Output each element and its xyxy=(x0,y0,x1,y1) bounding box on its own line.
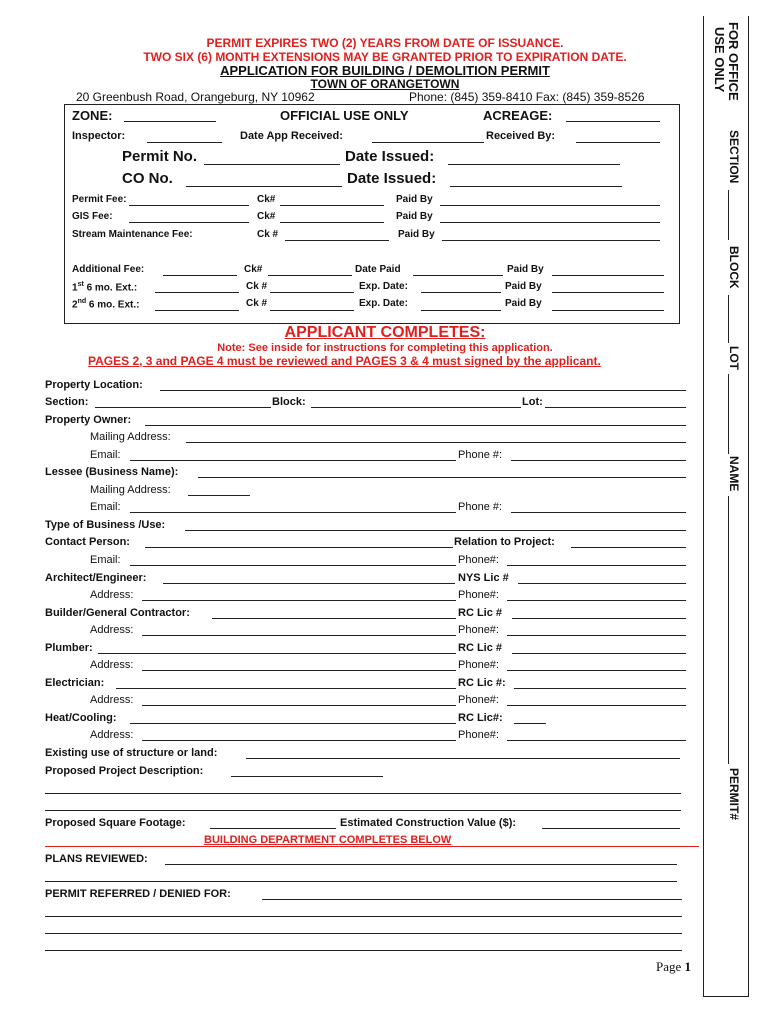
lessee-email-line[interactable] xyxy=(130,512,456,513)
heat-lic-label: RC Lic#: xyxy=(458,712,503,724)
additional-fee-line[interactable] xyxy=(163,275,237,276)
ext2-ck-label: Ck # xyxy=(246,298,268,309)
stream-fee-paid-label: Paid By xyxy=(398,229,435,240)
gis-fee-line[interactable] xyxy=(129,222,249,223)
permit-no-line[interactable] xyxy=(204,164,340,165)
builder-lic-label: RC Lic # xyxy=(458,607,503,619)
owner-email-line[interactable] xyxy=(130,460,456,461)
relation-label: Relation to Project: xyxy=(454,536,555,548)
form-title: APPLICATION FOR BUILDING / DEMOLITION PERMIT xyxy=(220,63,550,78)
construction-value-line[interactable] xyxy=(542,828,680,829)
page-label: Page xyxy=(656,959,682,974)
plumber-address-label: Address: xyxy=(90,659,134,671)
referred-denied-label: PERMIT REFERRED / DENIED FOR: xyxy=(45,888,231,900)
builder-lic-line[interactable] xyxy=(512,618,686,619)
architect-address-label: Address: xyxy=(90,589,134,601)
owner-mailing-line[interactable] xyxy=(186,442,686,443)
gis-fee-paid-line[interactable] xyxy=(440,222,660,223)
property-location-label: Property Location: xyxy=(45,379,143,391)
plumber-lic-label: RC Lic # xyxy=(458,642,503,654)
inspector-label: Inspector: xyxy=(72,130,126,142)
architect-address-line[interactable] xyxy=(142,600,456,601)
pages-note: PAGES 2, 3 and PAGE 4 must be reviewed and PAGES 3 & 4 must signed by the applicant. xyxy=(88,354,601,368)
heat-phone-label: Phone#: xyxy=(458,729,499,741)
permit-fee-ck-label: Ck# xyxy=(257,194,276,205)
ext2-suffix: nd xyxy=(77,298,87,305)
building-dept-divider xyxy=(45,846,699,847)
co-date-issued-label: Date Issued: xyxy=(347,170,437,187)
contact-phone-line[interactable] xyxy=(507,565,686,566)
nys-lic-label: NYS Lic # xyxy=(458,572,509,584)
lessee-mailing-label: Mailing Address: xyxy=(90,484,171,496)
electrician-phone-line[interactable] xyxy=(507,705,686,706)
contact-person-label: Contact Person: xyxy=(45,536,130,548)
permit-fee-line[interactable] xyxy=(129,205,249,206)
nys-lic-line[interactable] xyxy=(518,583,686,584)
additional-fee-label: Additional Fee: xyxy=(72,264,145,275)
architect-line[interactable] xyxy=(163,583,455,584)
ext2-exp-label: Exp. Date: xyxy=(359,298,408,309)
property-owner-line[interactable] xyxy=(145,425,686,426)
plumber-phone-label: Phone#: xyxy=(458,659,499,671)
contact-email-label: Email: xyxy=(90,554,121,566)
ext1-text: 6 mo. Ext.: xyxy=(86,282,138,294)
extension-notice: TWO SIX (6) MONTH EXTENSIONS MAY BE GRANTED PRIOR TO EXPIRATION DATE. xyxy=(143,50,627,64)
block-line[interactable] xyxy=(311,407,521,408)
property-owner-label: Property Owner: xyxy=(45,414,132,426)
referred-denied-line-3[interactable] xyxy=(45,933,682,934)
additional-paid-label: Paid By xyxy=(507,264,544,275)
sidebar-office-line2: USE ONLY xyxy=(712,27,727,93)
ext2-line[interactable] xyxy=(155,310,239,311)
plumber-line[interactable] xyxy=(98,653,456,654)
sidebar-block-line[interactable] xyxy=(728,295,729,343)
builder-label: Builder/General Contractor: xyxy=(45,607,190,619)
lessee-line[interactable] xyxy=(198,477,686,478)
lot-label: Lot: xyxy=(522,396,543,408)
gis-fee-ck-label: Ck# xyxy=(257,211,276,222)
property-location-line[interactable] xyxy=(160,390,686,391)
town-name: TOWN OF ORANGETOWN xyxy=(310,77,460,91)
electrician-line[interactable] xyxy=(116,688,456,689)
permit-fee-label: Permit Fee: xyxy=(72,194,127,205)
sidebar-block-label: BLOCK xyxy=(727,246,741,289)
sidebar-name-line[interactable] xyxy=(728,496,729,764)
plumber-phone-line[interactable] xyxy=(507,670,686,671)
permit-fee-ck-line[interactable] xyxy=(280,205,384,206)
stream-fee-ck-label: Ck # xyxy=(257,229,279,240)
plumber-lic-line[interactable] xyxy=(512,653,686,654)
permit-fee-paid-label: Paid By xyxy=(396,194,433,205)
official-use-heading: OFFICIAL USE ONLY xyxy=(280,108,409,123)
co-no-label: CO No. xyxy=(122,170,173,187)
section-line[interactable] xyxy=(95,407,271,408)
office-sidebar xyxy=(703,16,749,997)
plans-reviewed-line[interactable] xyxy=(165,864,677,865)
heat-lic-line[interactable] xyxy=(514,723,546,724)
project-description-line[interactable] xyxy=(231,776,383,777)
contact-email-line[interactable] xyxy=(130,565,456,566)
owner-mailing-label: Mailing Address: xyxy=(90,431,171,443)
gis-fee-paid-label: Paid By xyxy=(396,211,433,222)
date-issued-label: Date Issued: xyxy=(345,148,435,165)
received-by-line[interactable] xyxy=(576,142,660,143)
date-app-label: Date App Received: xyxy=(240,130,343,142)
type-business-line[interactable] xyxy=(185,530,686,531)
lessee-phone-label: Phone #: xyxy=(458,501,503,513)
sidebar-lot-line[interactable] xyxy=(728,374,729,454)
office-address: 20 Greenbush Road, Orangeburg, NY 10962 xyxy=(76,90,315,104)
expiration-notice: PERMIT EXPIRES TWO (2) YEARS FROM DATE OF ISSUANCE. xyxy=(206,36,564,50)
lessee-phone-line[interactable] xyxy=(511,512,686,513)
construction-value-label: Estimated Construction Value ($): xyxy=(340,817,517,829)
project-description-label: Proposed Project Description: xyxy=(45,765,204,777)
gis-fee-label: GIS Fee: xyxy=(72,211,113,222)
ext1-number: 1 xyxy=(72,282,78,294)
builder-address-line[interactable] xyxy=(142,635,456,636)
inspector-line[interactable] xyxy=(147,142,222,143)
contact-person-line[interactable] xyxy=(145,547,453,548)
block-label: Block: xyxy=(272,396,306,408)
acreage-label: ACREAGE: xyxy=(483,108,553,123)
builder-phone-label: Phone#: xyxy=(458,624,499,636)
ext2-paid-line[interactable] xyxy=(552,310,664,311)
ext2-text: 6 mo. Ext.: xyxy=(88,299,140,311)
page-number-value: 1 xyxy=(684,959,692,974)
permit-no-label: Permit No. xyxy=(122,148,198,165)
ext2-exp-line[interactable] xyxy=(421,310,501,311)
ext1-exp-line[interactable] xyxy=(421,292,501,293)
electrician-address-line[interactable] xyxy=(142,705,456,706)
existing-use-label: Existing use of structure or land: xyxy=(45,747,218,759)
stream-fee-ck-line[interactable] xyxy=(285,240,389,241)
sidebar-office-line1: FOR OFFICE xyxy=(726,22,741,101)
plumber-address-line[interactable] xyxy=(142,670,456,671)
applicant-heading: APPLICANT COMPLETES: xyxy=(284,324,486,341)
date-app-line[interactable] xyxy=(372,142,484,143)
stream-fee-paid-line[interactable] xyxy=(442,240,660,241)
architect-phone-line[interactable] xyxy=(507,600,686,601)
sidebar-section-label: SECTION xyxy=(727,130,741,184)
ext1-line[interactable] xyxy=(155,292,239,293)
additional-date-paid-label: Date Paid xyxy=(355,264,401,275)
electrician-lic-line[interactable] xyxy=(514,688,686,689)
ext1-exp-label: Exp. Date: xyxy=(359,281,408,292)
project-description-line-2[interactable] xyxy=(45,793,681,794)
additional-ck-line[interactable] xyxy=(268,275,352,276)
zone-line[interactable] xyxy=(124,121,216,122)
electrician-phone-label: Phone#: xyxy=(458,694,499,706)
electrician-label: Electrician: xyxy=(45,677,105,689)
additional-ck-label: Ck# xyxy=(244,264,263,275)
heat-address-line[interactable] xyxy=(142,740,456,741)
sidebar-lot-label: LOT xyxy=(727,346,741,370)
referred-denied-line[interactable] xyxy=(262,899,682,900)
existing-use-line[interactable] xyxy=(246,758,680,759)
heat-phone-line[interactable] xyxy=(507,740,686,741)
builder-phone-line[interactable] xyxy=(507,635,686,636)
owner-email-label: Email: xyxy=(90,449,121,461)
plumber-label: Plumber: xyxy=(45,642,93,654)
additional-paid-line[interactable] xyxy=(552,275,664,276)
square-footage-label: Proposed Square Footage: xyxy=(45,817,186,829)
heat-cooling-label: Heat/Cooling: xyxy=(45,712,117,724)
acreage-line[interactable] xyxy=(566,121,660,122)
lessee-mailing-line[interactable] xyxy=(188,495,250,496)
lessee-email-label: Email: xyxy=(90,501,121,513)
contact-phone-label: Phone#: xyxy=(458,554,499,566)
builder-line[interactable] xyxy=(212,618,456,619)
page-number xyxy=(656,959,691,975)
owner-phone-label: Phone #: xyxy=(458,449,503,461)
ext2-ck-line[interactable] xyxy=(270,310,354,311)
ext1-suffix: st xyxy=(77,281,84,288)
architect-label: Architect/Engineer: xyxy=(45,572,147,584)
architect-phone-label: Phone#: xyxy=(458,589,499,601)
additional-date-paid-line[interactable] xyxy=(413,275,503,276)
building-dept-heading: BUILDING DEPARTMENT COMPLETES BELOW xyxy=(204,834,452,846)
project-description-line-3[interactable] xyxy=(45,810,681,811)
office-phone: Phone: (845) 359-8410 Fax: (845) 359-8526 xyxy=(409,90,645,104)
ext1-paid-label: Paid By xyxy=(505,281,542,292)
instructions-note: Note: See inside for instructions for completing this application. xyxy=(217,342,553,354)
ext1-ck-line[interactable] xyxy=(270,292,354,293)
heat-cooling-line[interactable] xyxy=(130,723,456,724)
date-issued-line[interactable] xyxy=(448,164,620,165)
received-by-label: Received By: xyxy=(486,130,556,142)
square-footage-line[interactable] xyxy=(210,828,336,829)
plans-reviewed-label: PLANS REVIEWED: xyxy=(45,853,148,865)
referred-denied-line-4[interactable] xyxy=(45,950,682,951)
electrician-address-label: Address: xyxy=(90,694,134,706)
electrician-lic-label: RC Lic #: xyxy=(458,677,506,689)
relation-line[interactable] xyxy=(571,547,686,548)
ext1-paid-line[interactable] xyxy=(552,292,664,293)
sidebar-section-line[interactable] xyxy=(728,190,729,240)
zone-label: ZONE: xyxy=(72,108,113,123)
co-date-issued-line[interactable] xyxy=(450,186,622,187)
ext1-ck-label: Ck # xyxy=(246,281,268,292)
ext2-label xyxy=(72,298,139,310)
lessee-label: Lessee (Business Name): xyxy=(45,466,179,478)
gis-fee-ck-line[interactable] xyxy=(280,222,384,223)
permit-fee-paid-line[interactable] xyxy=(440,205,660,206)
type-business-label: Type of Business /Use: xyxy=(45,519,166,531)
ext2-paid-label: Paid By xyxy=(505,298,542,309)
plans-reviewed-line-2[interactable] xyxy=(45,881,677,882)
ext1-label xyxy=(72,281,137,293)
stream-fee-label: Stream Maintenance Fee: xyxy=(72,229,193,240)
sidebar-permit-label: PERMIT# xyxy=(727,768,741,821)
co-no-line[interactable] xyxy=(186,186,342,187)
ext2-number: 2 xyxy=(72,299,78,311)
referred-denied-line-2[interactable] xyxy=(45,916,682,917)
heat-address-label: Address: xyxy=(90,729,134,741)
owner-phone-line[interactable] xyxy=(511,460,686,461)
lot-line[interactable] xyxy=(545,407,686,408)
section-label: Section: xyxy=(45,396,89,408)
sidebar-name-label: NAME xyxy=(727,456,741,492)
builder-address-label: Address: xyxy=(90,624,134,636)
